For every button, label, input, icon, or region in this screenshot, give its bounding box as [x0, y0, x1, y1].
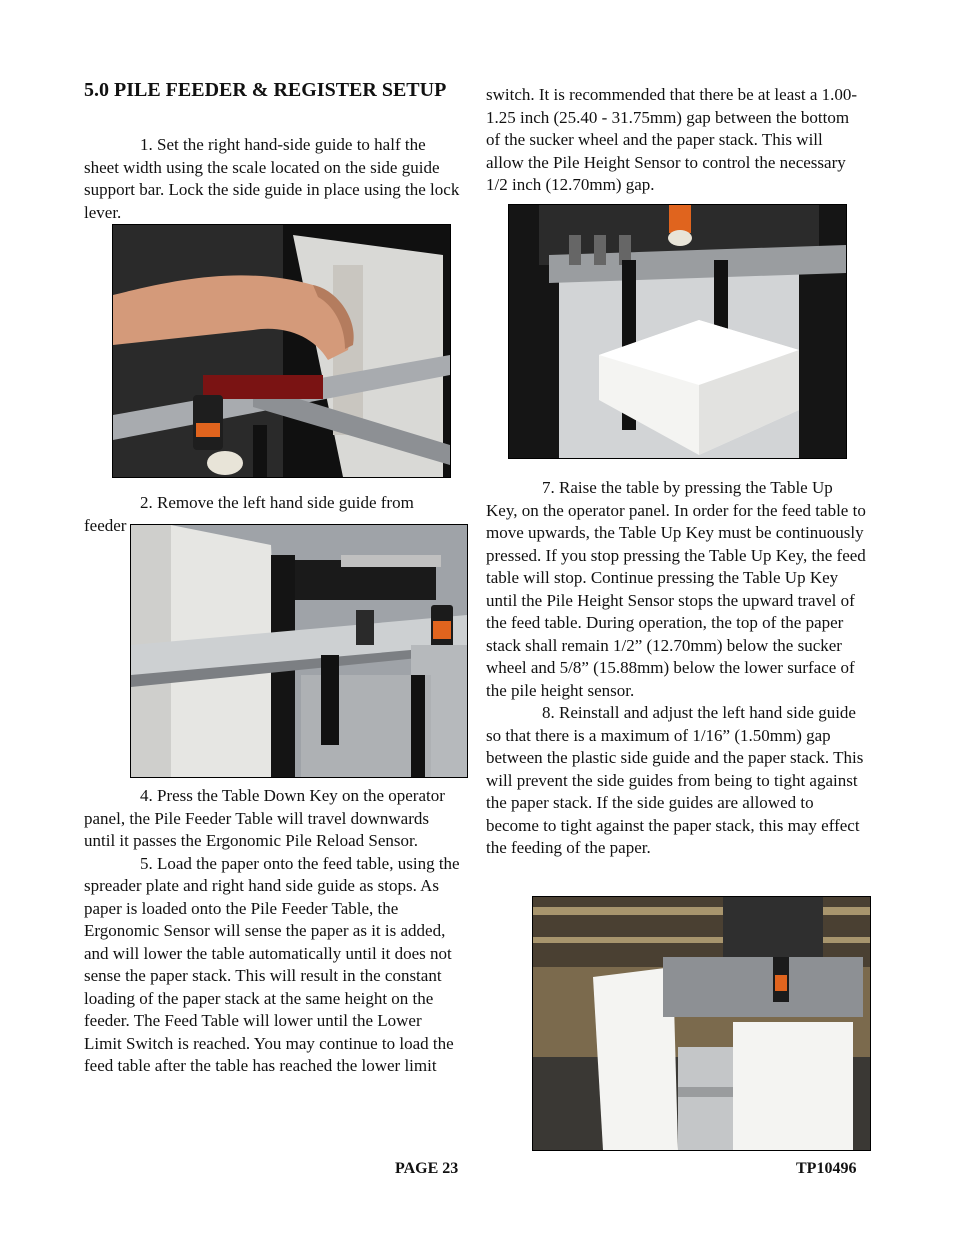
step-1-text — [84, 134, 460, 224]
step-1-paragraph: 1. Set the right hand-side guide to half the sheet width using the scale located on the side guide support bar. Lock the side guide in place using the lock lever. — [84, 135, 460, 222]
steps-7-8-text — [486, 477, 866, 860]
photo-paper-stack-sensor — [508, 204, 847, 459]
section-heading: 5.0 PILE FEEDER & REGISTER SETUP — [84, 79, 447, 101]
step-2-continuation: feeder — [84, 515, 127, 535]
photo-remove-side-guide — [130, 524, 468, 778]
page-number: PAGE 23 — [395, 1160, 459, 1177]
step-8-paragraph: 8. Reinstall and adjust the left hand side guide so that there is a maximum of 1/16” (1.50mm) gap between the plastic side guide and the paper stack. This will prevent the side guides from being to tight against the paper stack. If the side guides are allowed to become to tight against the paper stack, this may effect the feeding of the paper. — [486, 703, 864, 857]
step-5-continuation-paragraph: switch. It is recommended that there be at least a 1.00-1.25 inch (25.40 - 31.75mm) gap between the bottom of the sucker wheel and the paper stack. This will allow the Pile Height Sensor to control the necessary 1/2 inch (12.70mm) gap. — [486, 85, 858, 194]
step-7-paragraph: 7. Raise the table by pressing the Table Up Key, on the operator panel. In order for the feed table to move upwards, the Table Up Key must be continuously pressed. If you stop pressing the Table Up Key, the feed table will stop. Continue pressing the Table Up Key until the Pile Height Sensor stops the upward travel of the feed table. During operation, the top of the paper stack shall remain 1/2” (12.70mm) below the sucker wheel and 5/8” (15.88mm) below the lower surface of the pile height sensor. — [486, 478, 866, 700]
step-5-continuation-text — [486, 84, 858, 197]
step-4-paragraph: 4. Press the Table Down Key on the operator panel, the Pile Feeder Table will travel downwards until it passes the Ergonomic Pile Reload Sensor. — [84, 786, 445, 850]
step-5-paragraph: 5. Load the paper onto the feed table, using the spreader plate and right hand side guide as stops. As paper is loaded onto the Pile Feeder Table, the Ergonomic Sensor will sense the paper as it is added, and will lower the table automatically until it does not sense the paper stack. This will result in the constant loading of the paper stack at the same height on the feeder. The Feed Table will lower until the Lower Limit Switch is reached. You may continue to load the feed table after the table has reached the lower limit — [84, 853, 460, 1075]
photo-reinstall-side-guide — [532, 896, 871, 1151]
document-id: TP10496 — [796, 1160, 857, 1177]
step-2-paragraph: 2. Remove the left hand side guide from — [140, 493, 414, 512]
photo-side-guide-lock — [112, 224, 451, 478]
steps-4-5-text — [84, 785, 460, 1078]
